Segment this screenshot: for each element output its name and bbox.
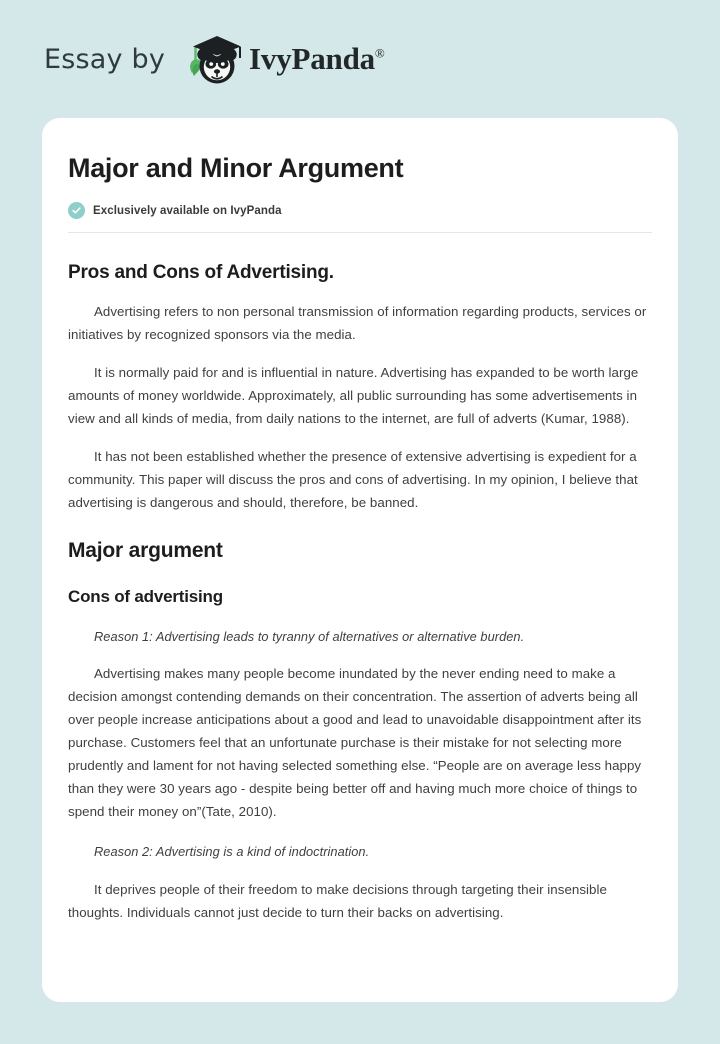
reason-statement: Reason 1: Advertising leads to tyranny of alternatives or alternative burden. (94, 628, 525, 644)
body-paragraph: It is normally paid for and is influential in nature. Advertising has expanded to be worth large amounts of money worldwide. Approximately, all public surrounding has some advertisements in view and all kinds of media, from daily nations to the internet, are full of adverts (Kumar, 1988). (68, 365, 639, 427)
body-paragraph: It has not been established whether the presence of extensive advertising is expedient for a community. This paper will discuss the pros and cons of advertising. In my opinion, I believe that advertising is dangerous and should, therefore, be banned. (68, 449, 638, 511)
status-badge (68, 202, 652, 219)
registered-trademark-icon: ® (374, 45, 385, 61)
page-title: Major and Minor Argument (68, 153, 404, 183)
verified-check-icon (68, 202, 85, 219)
subsection-heading: Cons of advertising (68, 587, 223, 607)
essay-body (68, 233, 652, 924)
ivypanda-panda-graduation-logo-icon (181, 30, 243, 88)
essay-by-label: Essay by (44, 43, 166, 75)
body-paragraph: It deprives people of their freedom to make decisions through targeting their insensible thoughts. Individuals cannot just decide to turn their backs on advertising. (68, 882, 607, 921)
section-heading: Major argument (68, 539, 223, 563)
body-paragraph: Advertising makes many people become inundated by the never ending need to make a decision amongst contending demands on their concentration. The assertion of adverts being all over people increase anticipations about a good and lead to unavoidable disappointment after its purchase. Customers feel that an unfortunate purchase is their mistake for not selecting more prudently and lament for not having selected something else. “People are on average less happy than they were 30 years ago - despite being better off and having much more choice of things to spend their money on”(Tate, 2010). (68, 666, 642, 820)
body-paragraph: Advertising refers to non personal transmission of information regarding products, services or initiatives by recognized sponsors via the media. (68, 304, 647, 343)
brand-header (0, 0, 720, 118)
wordmark-text: IvyPanda (249, 41, 375, 76)
reason-statement: Reason 2: Advertising is a kind of indoctrination. (94, 844, 370, 860)
essay-card (42, 118, 678, 1002)
exclusive-availability-label: Exclusively available on IvyPanda (93, 204, 282, 217)
ivypanda-wordmark (249, 41, 385, 77)
section-heading: Pros and Cons of Advertising. (68, 262, 334, 284)
